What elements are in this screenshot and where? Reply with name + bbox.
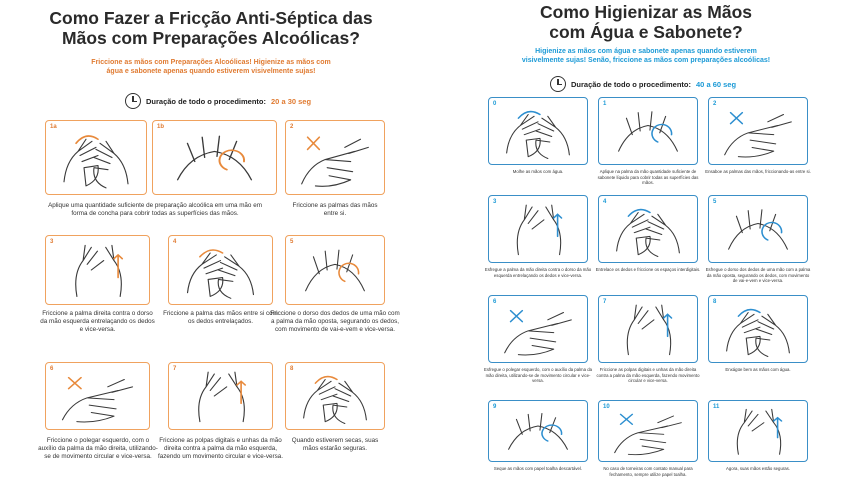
step-1a-panel bbox=[45, 120, 147, 195]
step-5-panel bbox=[708, 195, 808, 263]
subtitle-line-1: Friccione as mãos com Preparações Alcoólicas! Higienize as mãos com bbox=[91, 59, 331, 66]
hands-illustration bbox=[709, 296, 807, 362]
step-3-caption: Esfregue a palma da mão direita contra o dorso da mão esquerda entrelaçando os dedos e vice-versa. bbox=[484, 267, 592, 278]
step-4-caption: Entrelace os dedos e friccione os espaços interdigitais. bbox=[595, 267, 701, 272]
step-2-caption: Ensaboe as palmas das mãos, friccionando-as entre si. bbox=[705, 169, 811, 174]
step-1-caption: Aplique uma quantidade suficiente de preparação alcoólica em uma mão em forma de concha para cobrir todas as superfícies das mãos. bbox=[48, 202, 262, 218]
step-number: 11 bbox=[713, 404, 720, 410]
subtitle-line-2: água e sabonete apenas quando estiverem visivelmente sujas! bbox=[106, 68, 316, 76]
duration-value: 40 a 60 seg bbox=[696, 79, 737, 89]
title-line-1: Como Higienizar as Mãos bbox=[540, 2, 752, 22]
hands-illustration bbox=[599, 196, 697, 262]
step-9-panel bbox=[488, 400, 588, 462]
step-8-panel bbox=[285, 362, 385, 430]
step-number: 10 bbox=[603, 404, 610, 410]
step-2-caption: Friccione as palmas das mãos entre si. bbox=[292, 202, 378, 218]
step-6-caption: Esfregue o polegar esquerdo, com o auxílio da palma da mão direita, utilizando-se de movimento circular e vice-versa. bbox=[484, 367, 592, 384]
step-number: 6 bbox=[493, 299, 497, 305]
step-4-panel bbox=[598, 195, 698, 263]
step-8-caption: Enxágüe bem as mãos com água. bbox=[725, 367, 791, 372]
hands-illustration bbox=[286, 121, 384, 194]
step-number: 4 bbox=[603, 199, 607, 205]
duration-row bbox=[125, 93, 311, 109]
hands-illustration bbox=[489, 296, 587, 362]
hands-illustration bbox=[599, 98, 697, 164]
step-5-caption: Esfregue o dorso dos dedos de uma mão com a palma da mão oposta, segurando os dedos, com movimento de vai-e-vem e vice-versa. bbox=[705, 267, 811, 284]
step-11-panel bbox=[708, 400, 808, 462]
handwash-poster bbox=[446, 0, 846, 500]
step-number: 7 bbox=[603, 299, 607, 305]
hands-illustration bbox=[709, 98, 807, 164]
step-9-caption: Seque as mãos com papel toalha descartável. bbox=[493, 466, 583, 471]
step-2-panel bbox=[285, 120, 385, 195]
step-3-caption: Friccione a palma direita contra o dorso da mão esquerda entrelaçando os dedos e vice-versa. bbox=[40, 310, 155, 334]
step-number: 7 bbox=[173, 366, 177, 372]
step-1b-panel bbox=[152, 120, 277, 195]
step-number: 5 bbox=[713, 199, 717, 205]
hands-illustration bbox=[709, 196, 807, 262]
step-3-panel bbox=[45, 235, 150, 305]
step-6-panel bbox=[488, 295, 588, 363]
step-8-panel bbox=[708, 295, 808, 363]
step-number: 3 bbox=[493, 199, 497, 205]
step-1-panel bbox=[598, 97, 698, 165]
subtitle-line-1: Higienize as mãos com água e sabonete apenas quando estiverem bbox=[535, 48, 757, 55]
poster-title bbox=[4, 8, 418, 48]
step-5-panel bbox=[285, 235, 385, 305]
step-number: 8 bbox=[290, 366, 294, 372]
step-number: 0 bbox=[493, 101, 497, 107]
hands-illustration bbox=[46, 121, 146, 194]
step-10-caption: No caso de torneiras com contato manual para fechamento, sempre utilize papel toalha. bbox=[603, 466, 693, 477]
step-5-caption: Friccione o dorso dos dedos de uma mão com a palma da mão oposta, segurando os dedos, com movimento de vai-e-vem e vice-versa. bbox=[270, 310, 400, 334]
step-number: 8 bbox=[713, 299, 717, 305]
hands-illustration bbox=[46, 236, 149, 304]
step-number: 2 bbox=[713, 101, 717, 107]
hands-illustration bbox=[709, 401, 807, 461]
hands-illustration bbox=[599, 401, 697, 461]
clock-icon bbox=[125, 93, 141, 109]
step-0-caption: Molhe as mãos com água. bbox=[512, 169, 564, 174]
step-number: 1 bbox=[603, 101, 607, 107]
hands-illustration bbox=[169, 363, 272, 429]
step-10-panel bbox=[598, 400, 698, 462]
hands-illustration bbox=[489, 401, 587, 461]
step-3-panel bbox=[488, 195, 588, 263]
hands-illustration bbox=[599, 296, 697, 362]
hands-illustration bbox=[489, 196, 587, 262]
hands-illustration bbox=[46, 363, 149, 429]
title-line-2: com Água e Sabonete? bbox=[549, 22, 743, 43]
hands-illustration bbox=[169, 236, 272, 304]
step-4-panel bbox=[168, 235, 273, 305]
step-8-caption: Quando estiverem secas, suas mãos estarão seguras. bbox=[291, 437, 379, 453]
title-line-1: Como Fazer a Fricção Anti-Séptica das bbox=[49, 8, 373, 28]
poster-subtitle bbox=[40, 58, 382, 77]
step-number: 6 bbox=[50, 366, 54, 372]
step-number: 5 bbox=[290, 239, 294, 245]
step-6-panel bbox=[45, 362, 150, 430]
step-11-caption: Agora, suas mãos estão seguras. bbox=[725, 466, 790, 471]
hands-illustration bbox=[153, 121, 276, 194]
step-4-caption: Friccione a palma das mãos entre si com os dedos entrelaçados. bbox=[163, 310, 278, 326]
hands-illustration bbox=[286, 236, 384, 304]
duration-label: Duração de todo o procedimento: bbox=[571, 79, 692, 89]
step-number: 4 bbox=[173, 239, 177, 245]
step-2-panel bbox=[708, 97, 808, 165]
step-6-caption: Friccione o polegar esquerdo, com o auxílio da palma da mão direita, utilizando-se de movimento circular e vice-versa. bbox=[38, 437, 158, 461]
step-7-panel bbox=[168, 362, 273, 430]
clock-icon bbox=[550, 76, 566, 92]
alcohol-rub-poster bbox=[0, 0, 422, 500]
hands-illustration bbox=[489, 98, 587, 164]
hands-illustration bbox=[286, 363, 384, 429]
step-number: 9 bbox=[493, 404, 497, 410]
step-7-caption: Friccione as polpas digitais e unhas da mão direita contra a palma da mão esquerda, fazendo movimento circular e vice-versa. bbox=[596, 367, 700, 384]
step-0-panel bbox=[488, 97, 588, 165]
step-7-panel bbox=[598, 295, 698, 363]
subtitle-line-2: visivelmente sujas! Senão, friccione as mãos com preparações alcoólicas! bbox=[521, 57, 771, 65]
step-7-caption: Friccione as polpas digitais e unhas da mão direita contra a palma da mão esquerda, fazendo um movimento circular e vice-versa. bbox=[158, 437, 283, 461]
duration-row bbox=[550, 76, 736, 92]
step-1-caption: Aplique na palma da mão quantidade suficiente de sabonete líquido para cobrir todas as superfícies das mãos. bbox=[597, 169, 699, 186]
poster-title bbox=[450, 2, 842, 42]
step-number: 2 bbox=[290, 124, 294, 130]
duration-label: Duração de todo o procedimento: bbox=[146, 96, 267, 106]
step-number: 1a bbox=[50, 124, 57, 130]
step-number: 3 bbox=[50, 239, 54, 245]
duration-value: 20 a 30 seg bbox=[271, 96, 312, 106]
poster-subtitle bbox=[452, 47, 840, 66]
step-number: 1b bbox=[157, 124, 165, 130]
title-line-2: Mãos com Preparações Alcoólicas? bbox=[62, 28, 360, 49]
